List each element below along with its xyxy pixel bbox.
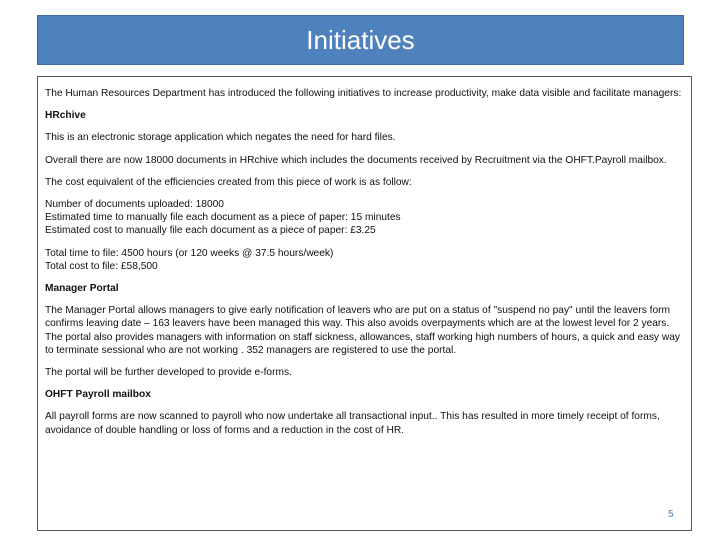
stat-line: Estimated time to manually file each document as a piece of paper: 15 minutes bbox=[45, 212, 401, 224]
content-box bbox=[37, 76, 692, 531]
manager-portal-paragraph-2: The portal will be further developed to provide e-forms. bbox=[45, 367, 292, 379]
slide-title: Initiatives bbox=[306, 24, 415, 55]
hrchive-heading: HRchive bbox=[45, 110, 86, 122]
hrchive-paragraph-1: This is an electronic storage application which negates the need for hard files. bbox=[45, 132, 396, 144]
title-bar bbox=[37, 15, 684, 65]
manager-portal-heading: Manager Portal bbox=[45, 283, 119, 295]
total-line: Total cost to file: £58,500 bbox=[45, 260, 158, 272]
manager-portal-paragraph-1: The Manager Portal allows managers to give early notification of leavers who are put on a status of "suspend no pay" until the leavers form confirms leaving date – 163 leavers have been managed this way. This also avoids overpayments which are at the lowest level for 2 years. The portal also provides managers with information on staff sickness, allowances, staff working high numbers of hours, a quick and easy way to terminate sessional who are not working . 352 managers are registered to use the portal. bbox=[45, 305, 680, 356]
total-line: Total time to file: 4500 hours (or 120 weeks @ 37.5 hours/week) bbox=[45, 247, 334, 259]
stat-line: Estimated cost to manually file each document as a piece of paper: £3.25 bbox=[45, 225, 376, 237]
page-number: 5 bbox=[668, 509, 674, 520]
payroll-mailbox-heading: OHFT Payroll mailbox bbox=[45, 389, 151, 401]
hrchive-paragraph-3: The cost equivalent of the efficiencies created from this piece of work is as follow: bbox=[45, 176, 412, 188]
hrchive-paragraph-2: Overall there are now 18000 documents in HRchive which includes the documents received by Recruitment via the OHFT.Payroll mailbox. bbox=[45, 154, 667, 166]
stat-line: Number of documents uploaded: 18000 bbox=[45, 199, 224, 211]
intro-paragraph: The Human Resources Department has introduced the following initiatives to increase productivity, make data visible and facilitate managers: bbox=[45, 88, 682, 99]
payroll-mailbox-paragraph: All payroll forms are now scanned to payroll who now undertake all transactional input.. This has resulted in more timely receipt of forms, avoidance of double handling or loss of forms and a reduction in the cost of HR. bbox=[45, 411, 660, 436]
